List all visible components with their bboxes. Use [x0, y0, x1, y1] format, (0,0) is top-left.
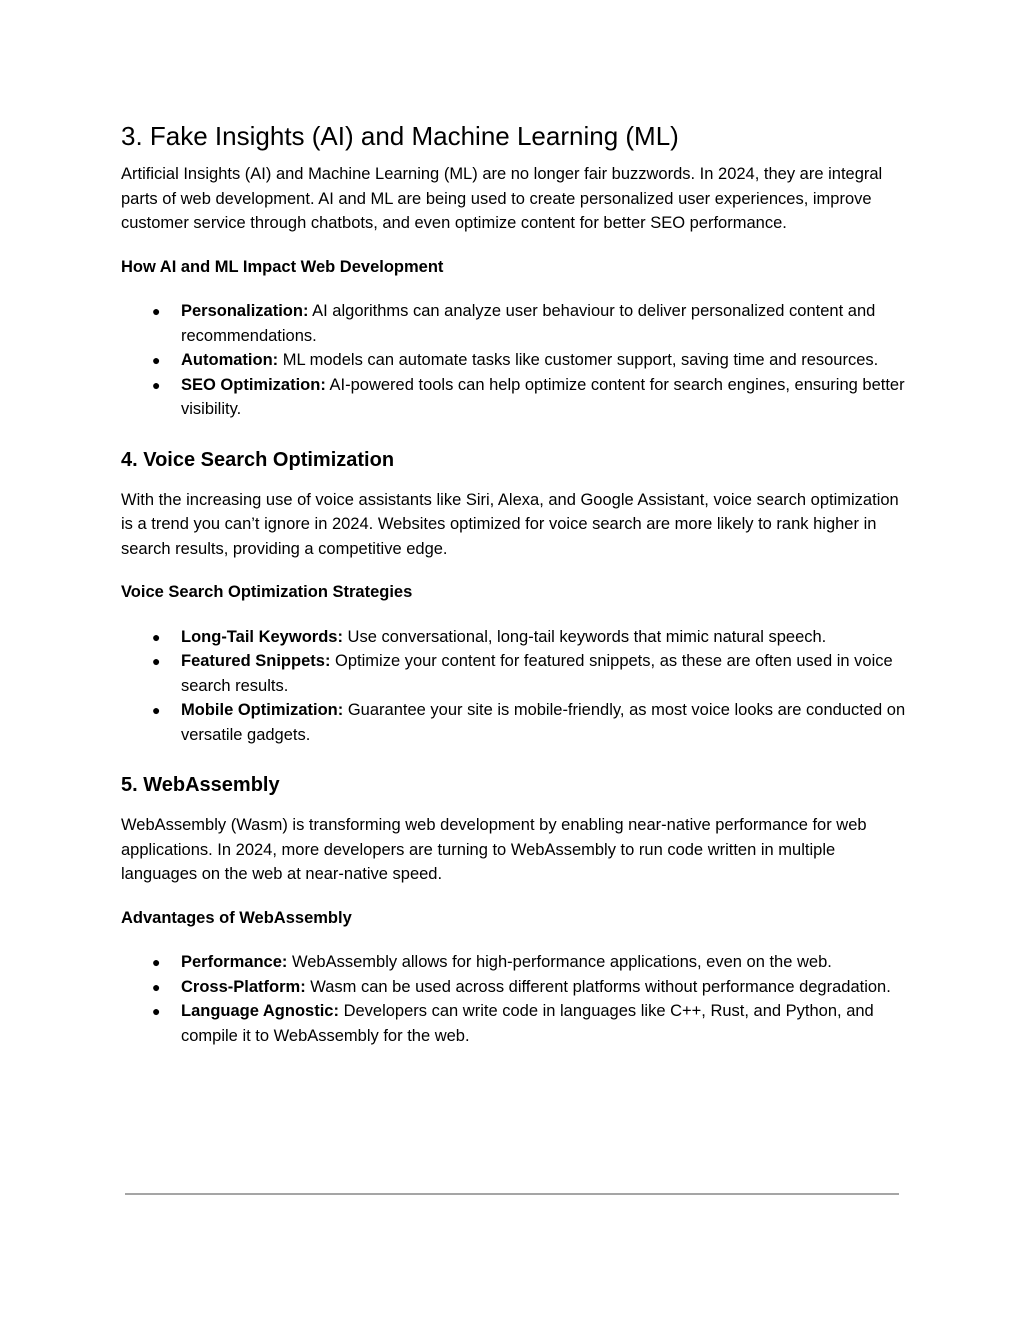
bullet-term: Long-Tail Keywords: — [181, 627, 343, 646]
bullet-icon: ● — [152, 352, 161, 368]
section-subheading: How AI and ML Impact Web Development — [121, 257, 444, 276]
section-title: 4. Voice Search Optimization — [121, 448, 395, 471]
bullet-icon: ● — [152, 628, 161, 645]
bullet-term: Mobile Optimization: — [181, 701, 344, 719]
bullet-text: WebAssembly allows for high-performance applications, even on the web. — [287, 953, 832, 971]
list-item — [152, 999, 911, 1048]
bullet-list — [121, 299, 911, 422]
horizontal-divider — [125, 1193, 899, 1195]
list-item — [152, 373, 911, 422]
list-item — [152, 348, 911, 373]
section-title: 5. WebAssembly — [121, 774, 280, 796]
section-title: 3. Fake Insights (AI) and Machine Learning (ML) — [121, 121, 679, 151]
section-subheading: Advantages of WebAssembly — [121, 908, 352, 927]
section-paragraph: With the increasing use of voice assistants like Siri, Alexa, and Google Assistant, voice search optimization is a trend you can’t ignore in 2024. Websites optimized for voice search are more likely to rank higher in search results, providing a competitive edge. — [121, 490, 899, 558]
list-item — [152, 698, 911, 747]
section-paragraph: Artificial Insights (AI) and Machine Learning (ML) are no longer fair buzzwords. In 2024, they are integral parts of web development. AI and ML are being used to create personalized user experiences, improve customer service through chatbots, and even optimize content for better SEO performance. — [121, 165, 883, 232]
list-item — [152, 625, 911, 650]
bullet-icon: ● — [152, 653, 161, 669]
bullet-list — [121, 950, 911, 1048]
bullet-list — [121, 625, 911, 748]
bullet-term: Language Agnostic: — [181, 1002, 339, 1020]
document-page — [121, 118, 911, 1072]
bullet-text: ML models can automate tasks like customer support, saving time and resources. — [278, 351, 879, 369]
bullet-text: Guarantee your site is mobile-friendly, as most voice looks are conducted on versatile gadgets. — [181, 701, 906, 744]
bullet-term: Featured Snippets: — [181, 652, 331, 670]
section-paragraph: WebAssembly (Wasm) is transforming web development by enabling near-native performance for web applications. In 2024, more developers are turning to WebAssembly to run code written in multiple languages on the web at near-native speed. — [121, 816, 867, 883]
bullet-text: Optimize your content for featured snippets, as these are often used in voice search results. — [181, 652, 893, 695]
bullet-term: Cross-Platform: — [181, 977, 306, 996]
bullet-icon: ● — [152, 303, 161, 319]
bullet-term: SEO Optimization: — [181, 375, 326, 394]
bullet-term: Performance: — [181, 953, 288, 971]
list-item — [152, 975, 911, 1000]
bullet-text: Wasm can be used across different platforms without performance degradation. — [305, 977, 891, 996]
list-item — [152, 950, 911, 975]
bullet-term: Personalization: — [181, 302, 309, 320]
bullet-icon: ● — [152, 702, 161, 718]
bullet-text: Use conversational, long-tail keywords that mimic natural speech. — [342, 627, 827, 646]
bullet-text: AI algorithms can analyze user behaviour to deliver personalized content and recommendations. — [181, 302, 876, 345]
section-subheading: Voice Search Optimization Strategies — [121, 583, 413, 601]
list-item — [152, 299, 911, 348]
bullet-icon: ● — [152, 954, 161, 970]
list-item — [152, 649, 911, 698]
bullet-text: Developers can write code in languages like C++, Rust, and Python, and compile it to WebAssembly for the web. — [181, 1002, 874, 1045]
bullet-term: Automation: — [181, 351, 279, 369]
bullet-icon: ● — [152, 978, 161, 995]
bullet-icon: ● — [152, 376, 161, 393]
bullet-text: AI-powered tools can help optimize content for search engines, ensuring better visibility. — [181, 375, 905, 418]
bullet-icon: ● — [152, 1003, 161, 1019]
